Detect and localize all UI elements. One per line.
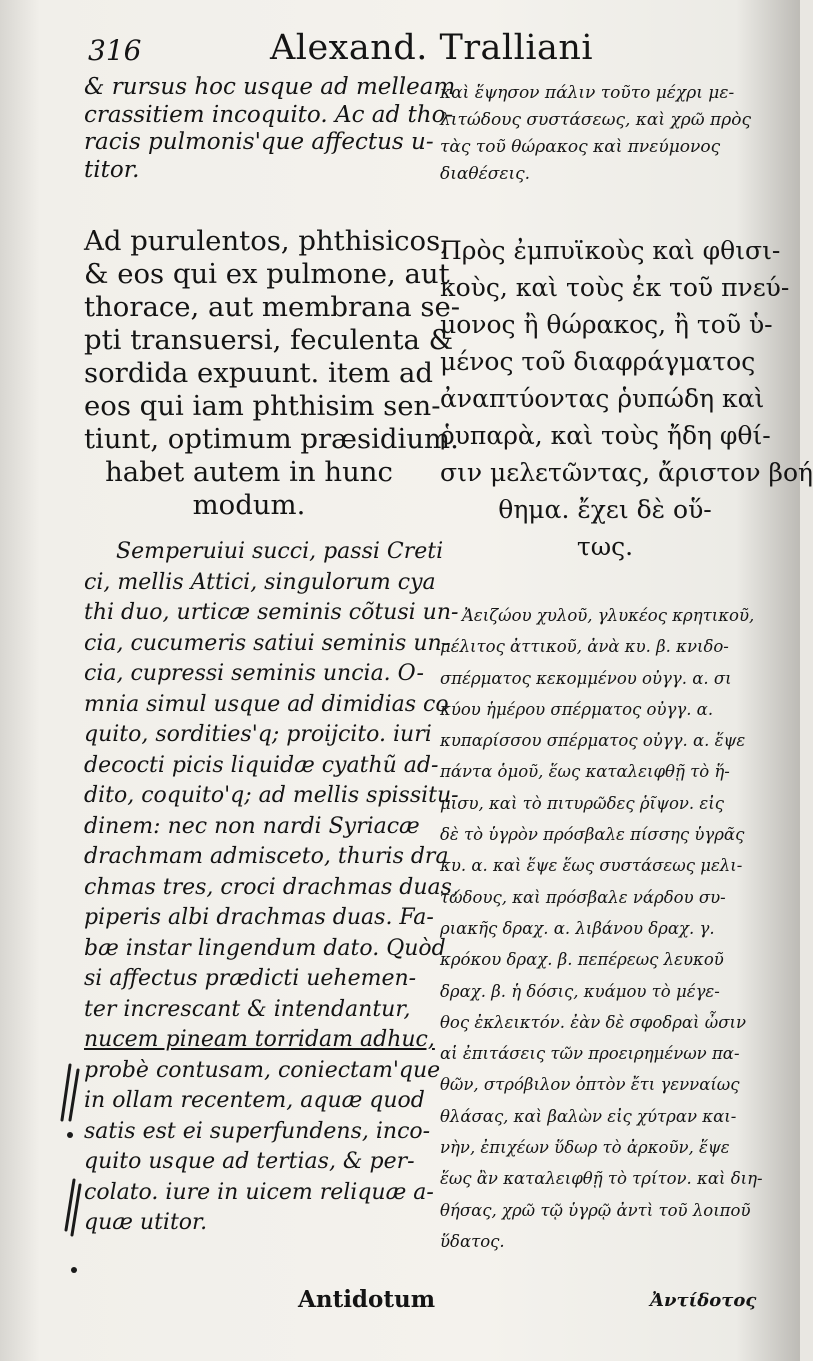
- text-line: ριακῆς δραχ. α. λιβάνου δραχ. γ.: [440, 918, 715, 938]
- text-line: probè contusam, coniectam'que: [84, 1057, 441, 1083]
- heading-line: Πρὸς ἐμπυϊκοὺς καὶ φθισι-: [440, 236, 781, 265]
- text-line: dinem: nec non nardi Syriacæ: [84, 813, 420, 839]
- text-line: μέλιτος ἀττικοῦ, ἀνὰ κυ. β. κνιδο-: [440, 637, 729, 657]
- text-line: titor.: [84, 156, 140, 183]
- text-line: mnia simul usque ad dimidias co: [84, 691, 449, 717]
- heading-line: sordida expuunt. item ad: [84, 357, 433, 389]
- text-line: satis est ei superfundens, inco-: [84, 1118, 431, 1144]
- heading-line: τως.: [576, 532, 634, 561]
- text-line: δραχ. β. ἡ δόσις, κυάμου τὸ μέγε-: [440, 981, 720, 1001]
- text-line: τὰς τοῦ θώρακος καὶ πνεύμονος: [440, 137, 721, 157]
- text-line: cia, cucumeris satiui seminis un-: [84, 630, 450, 656]
- text-line: κρόκου δραχ. β. πεπέρεως λευκοῦ: [440, 950, 724, 970]
- latin-top-paragraph: [84, 74, 456, 184]
- heading-line: μονος ἢ θώρακος, ἢ τοῦ ὑ-: [440, 310, 773, 339]
- running-title: Alexand. Tralliani: [270, 28, 594, 68]
- greek-top-paragraph: [440, 80, 770, 188]
- text-line: μισυ, καὶ τὸ πιτυρῶδες ῥῖψον. εἰς: [440, 793, 724, 813]
- greek-catchword: Ἀντίδοτος: [650, 1290, 757, 1311]
- text-line: κύου ἡμέρου σπέρματος οὐγγ. α.: [440, 699, 714, 719]
- heading-line: pti transuersi, feculenta &: [84, 324, 454, 356]
- text-line: ci, mellis Attici, singulorum cya: [84, 569, 436, 595]
- handwritten-margin-mark: [40, 1060, 90, 1290]
- heading-line: Ad purulentos, phthisicos,: [84, 225, 449, 257]
- text-line: καὶ ἕψησον πάλιν τοῦτο μέχρι με-: [440, 83, 735, 103]
- page-number: 316: [88, 34, 142, 67]
- text-line: δὲ τὸ ὑγρὸν πρόσβαλε πίσσης ὑγρᾶς: [440, 825, 745, 845]
- text-line: θῶν, στρόβιλον ὀπτὸν ἔτι γενναίως: [440, 1075, 740, 1095]
- text-line: σπέρματος κεκομμένου οὐγγ. α. σι: [440, 668, 732, 688]
- heading-line: μένος τοῦ διαφράγματος: [440, 347, 756, 376]
- text-line: ter increscant & intendantur,: [84, 996, 411, 1022]
- text-line: Semperuiui succi, passi Creti: [116, 539, 444, 564]
- text-line: si affectus prædicti uehemen-: [84, 966, 417, 991]
- text-line: ἕως ἂν καταλειφθῇ τὸ τρίτον. καὶ διη-: [440, 1169, 763, 1189]
- heading-line: tiunt, optimum præsidium.: [84, 423, 459, 455]
- heading-line: eos qui iam phthisim sen-: [84, 390, 441, 422]
- text-line: & rursus hoc usque ad melleam: [84, 74, 456, 100]
- text-line: piperis albi drachmas duas. Fa-: [84, 905, 434, 930]
- text-line: διαθέσεις.: [440, 164, 531, 184]
- text-line: Ἀειζώου χυλοῦ, γλυκέος κρητικοῦ,: [462, 606, 755, 625]
- text-line: κυπαρίσσου σπέρματος οὐγγ. α. ἕψε: [440, 731, 746, 751]
- text-line: θος ἐκλεικτόν. ἐὰν δὲ σφοδραὶ ὦσιν: [440, 1012, 746, 1032]
- latin-recipe-body: [84, 537, 459, 1239]
- text-line: thi duo, urticæ seminis cõtusi un-: [84, 600, 459, 625]
- greek-section-heading: [440, 232, 813, 565]
- text-line: νὴν, ἐπιχέων ὕδωρ τὸ ἀρκοῦν, ἕψε: [440, 1138, 730, 1158]
- heading-line: habet autem in hunc: [105, 456, 393, 488]
- text-line: dito, coquito'q; ad mellis spissitu-: [84, 783, 459, 808]
- text-line: chmas tres, croci drachmas duas,: [84, 874, 459, 900]
- heading-line: modum.: [192, 489, 306, 521]
- text-line: πάντα ὁμοῦ, ἕως καταλειφθῇ τὸ ἥ-: [440, 762, 730, 782]
- text-line: ὕδατος.: [440, 1231, 505, 1251]
- text-line: τώδους, καὶ πρόσβαλε νάρδου συ-: [440, 887, 726, 907]
- latin-section-heading: [84, 225, 461, 522]
- heading-line: ἀναπτύοντας ῥυπώδη καὶ: [440, 384, 765, 413]
- heading-line: thorace, aut membrana se-: [84, 291, 461, 323]
- heading-line: ῥυπαρὰ, καὶ τοὺς ἤδη φθί-: [440, 421, 771, 450]
- text-line: κυ. α. καὶ ἕψε ἕως συστάσεως μελι-: [440, 856, 743, 876]
- text-line: cia, cupressi seminis uncia. O-: [84, 661, 424, 686]
- latin-catchword: Antidotum: [298, 1286, 436, 1313]
- text-line: quæ utitor.: [84, 1210, 208, 1235]
- text-line: nucem pineam torridam adhuc,: [84, 1027, 435, 1052]
- heading-line: θημα. ἔχει δὲ οὕ-: [498, 495, 712, 524]
- text-line: drachmam admisceto, thuris dra: [84, 844, 449, 869]
- text-line: quito, sordities'q; proijcito. iuri: [84, 722, 432, 747]
- heading-line: & eos qui ex pulmone, aut: [84, 258, 450, 290]
- greek-recipe-body: [440, 600, 770, 1257]
- heading-line: σιν μελετῶντας, ἄριστον βοή: [440, 458, 813, 487]
- page-header: [88, 28, 768, 72]
- heading-line: κοὺς, καὶ τοὺς ἐκ τοῦ πνεύ-: [440, 273, 790, 302]
- text-line: θήσας, χρῶ τῷ ὑγρῷ ἀντὶ τοῦ λοιποῦ: [440, 1200, 751, 1220]
- text-line: quito usque ad tertias, & per-: [84, 1149, 415, 1174]
- text-line: in ollam recentem, aquæ quod: [84, 1088, 425, 1113]
- text-line: λιτώδους συστάσεως, καὶ χρῶ πρὸς: [440, 110, 751, 130]
- text-line: bæ instar lingendum dato. Quòd: [84, 935, 446, 961]
- text-line: colato. iure in uicem reliquæ a-: [84, 1179, 434, 1205]
- text-line: crassitiem incoquito. Ac ad tho-: [84, 101, 454, 128]
- text-line: θλάσας, καὶ βαλὼν εἰς χύτραν και-: [440, 1106, 737, 1126]
- text-line: αἱ ἐπιτάσεις τῶν προειρημένων πα-: [440, 1044, 740, 1064]
- text-line: decocti picis liquidæ cyathũ ad-: [84, 752, 439, 778]
- text-line: racis pulmonis'que affectus u-: [84, 129, 434, 155]
